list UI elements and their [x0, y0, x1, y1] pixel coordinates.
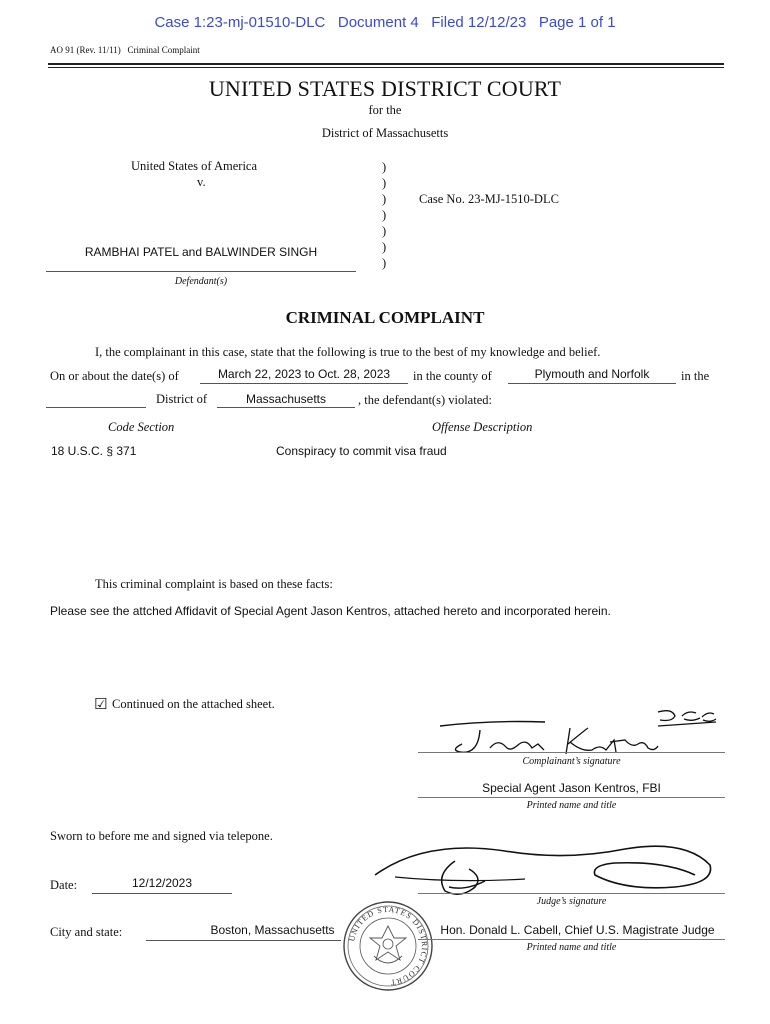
city-line: [146, 940, 341, 941]
in-county-label: in the county of: [413, 369, 492, 383]
in-the-label: in the: [681, 369, 710, 383]
code-section-value: 18 U.S.C. § 371: [51, 444, 137, 458]
city-value: Boston, Massachusetts: [210, 923, 335, 937]
plaintiff-name: United States of America: [131, 159, 258, 173]
paren: ): [382, 160, 387, 174]
sworn-statement: Sworn to before me and signed via telepone.: [50, 829, 273, 843]
court-title: UNITED STATES DISTRICT COURT: [208, 76, 562, 101]
header-rule-thin: [48, 67, 724, 68]
complainant-signature-line: [418, 752, 725, 753]
form-id: AO 91 (Rev. 11/11) Criminal Complaint: [50, 45, 200, 55]
caption-parens: [382, 159, 386, 271]
complaint-intro: I, the complainant in this case, state that the following is true to the best of my knowledge and belief.: [95, 345, 601, 359]
defendants-violated: , the defendant(s) violated:: [358, 393, 492, 407]
date-value: 12/12/2023: [131, 876, 193, 890]
district-value: Massachusetts: [245, 392, 327, 406]
judge-printed-caption: Printed name and title: [526, 942, 617, 953]
paren: ): [382, 176, 387, 190]
case-number: Case No. 23-MJ-1510-DLC: [419, 192, 559, 206]
versus: v.: [197, 175, 206, 189]
facts-intro: This criminal complaint is based on these facts:: [95, 577, 333, 591]
svg-text:UNITED STATES DISTRICT COURT: [347, 905, 429, 987]
dates-line: [200, 383, 408, 384]
judge-signature-stroke: [395, 877, 525, 881]
district-prefix-line: [46, 407, 146, 408]
signature-stroke: [455, 730, 480, 752]
paren: ): [382, 256, 387, 270]
paren: ): [382, 224, 387, 238]
judge-signature-stroke: [375, 846, 711, 888]
district-name: District of Massachusetts: [321, 126, 449, 140]
offense-value: Conspiracy to commit visa fraud: [276, 444, 447, 458]
judge-printed-name: Hon. Donald L. Cabell, Chief U.S. Magistrate Judge: [440, 923, 715, 937]
complainant-printed-caption: Printed name and title: [526, 800, 617, 811]
signature-stroke: [490, 742, 544, 750]
offense-header: Offense Description: [432, 420, 533, 434]
filing-stamp: Case 1:23-mj-01510-DLC Document 4 Filed 12/12/23 Page 1 of 1: [154, 14, 616, 31]
for-the: for the: [368, 103, 402, 117]
facts-text: Please see the attched Affidavit of Special Agent Jason Kentros, attached hereto and incorporated herein.: [50, 604, 611, 618]
judge-signature-line: [418, 893, 725, 894]
continued-checkbox[interactable]: ☑: [94, 695, 108, 713]
signature-stroke: [440, 722, 545, 727]
seal-text: UNITED STATES DISTRICT COURT: [347, 904, 430, 988]
judge-signature-stroke: [442, 861, 485, 894]
on-or-about-label: On or about the date(s) of: [50, 369, 179, 383]
judge-printed-line: [418, 939, 725, 940]
paren: ): [382, 192, 387, 206]
paren: ): [382, 240, 387, 254]
defendants-label: Defendant(s): [174, 276, 228, 287]
dates-value: March 22, 2023 to Oct. 28, 2023: [217, 367, 391, 381]
date-label: Date:: [50, 878, 78, 892]
judge-signature-caption: Judge’s signature: [536, 896, 607, 907]
code-section-header: Code Section: [108, 420, 175, 434]
county-value: Plymouth and Norfolk: [534, 367, 650, 381]
signature-stroke: [566, 728, 658, 754]
initials-stroke: [658, 711, 716, 726]
complainant-printed-name: Special Agent Jason Kentros, FBI: [482, 781, 661, 795]
continued-label: Continued on the attached sheet.: [112, 697, 275, 711]
county-line: [508, 383, 676, 384]
defendants-names: RAMBHAI PATEL and BALWINDER SINGH: [84, 245, 318, 259]
header-rule-thick: [48, 63, 724, 65]
district-line: [217, 407, 355, 408]
complainant-printed-line: [418, 797, 725, 798]
district-of-label: District of: [156, 392, 208, 406]
paren: ): [382, 208, 387, 222]
date-line: [92, 893, 232, 894]
city-label: City and state:: [50, 925, 123, 939]
defendants-line: [46, 271, 356, 272]
complainant-signature-caption: Complainant’s signature: [522, 756, 621, 767]
complainant-signature: [420, 700, 725, 760]
complaint-heading: CRIMINAL COMPLAINT: [285, 308, 485, 327]
